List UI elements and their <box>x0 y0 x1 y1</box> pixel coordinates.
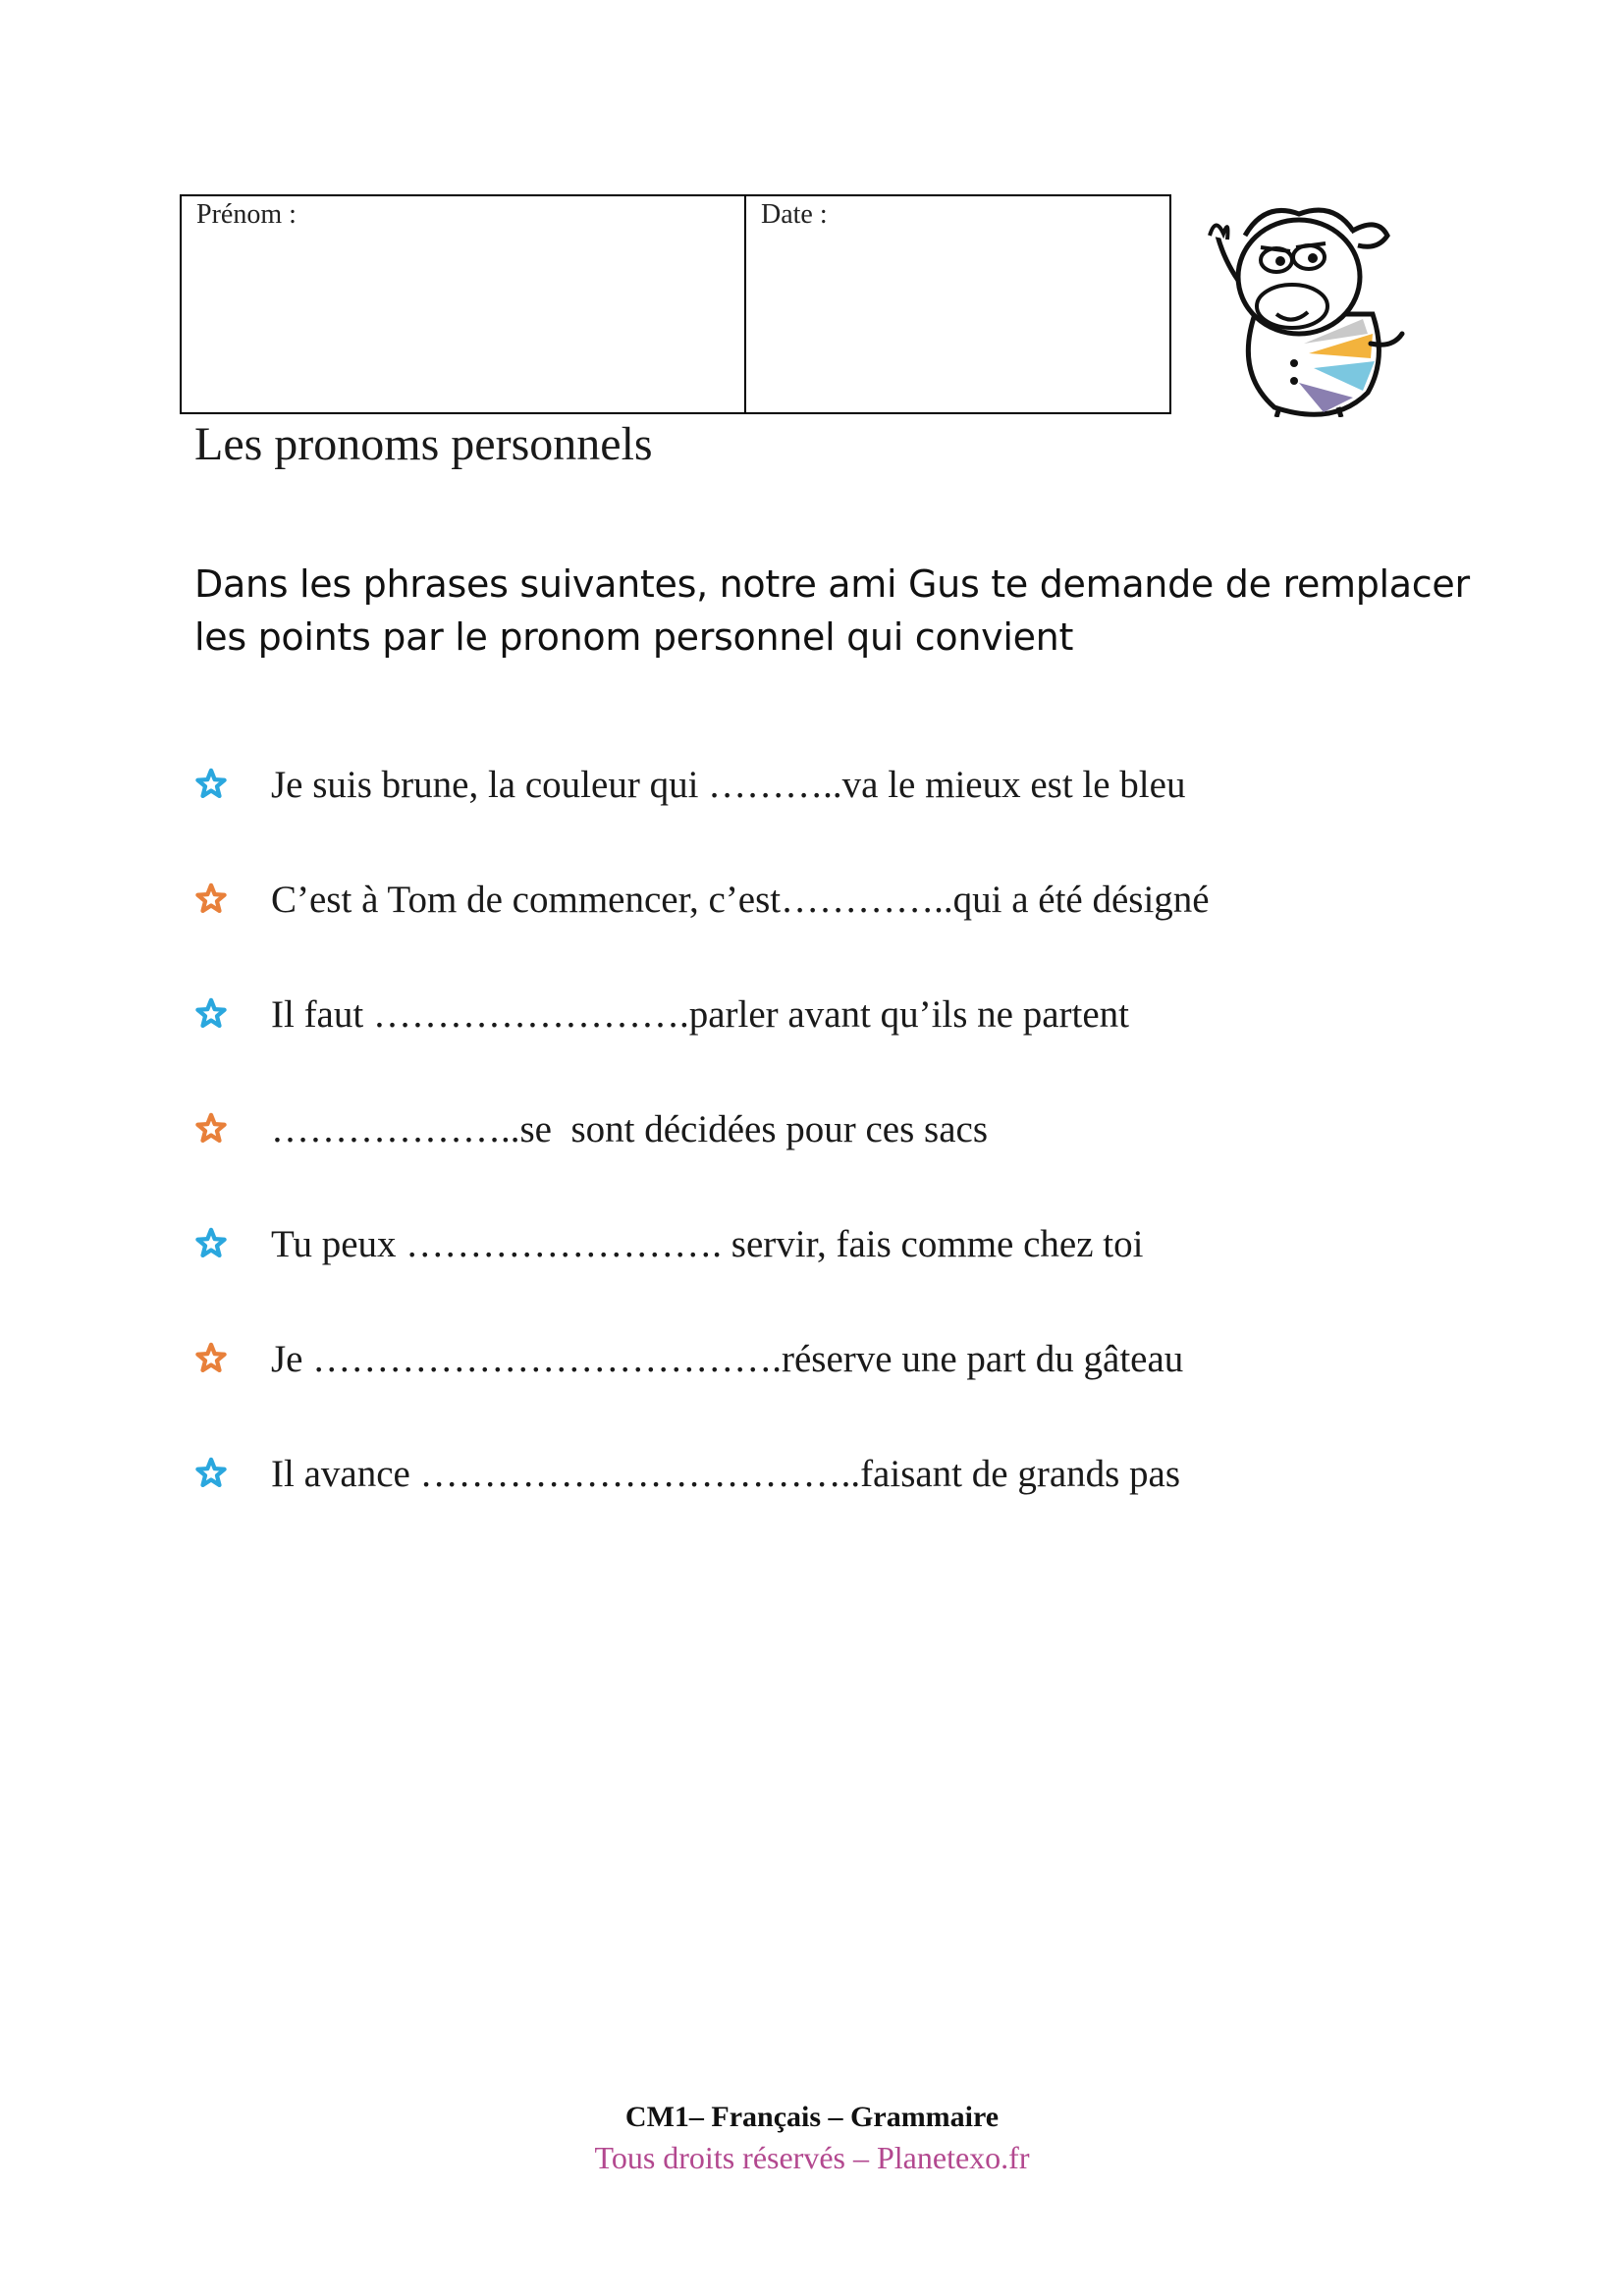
exercise-sentence[interactable]: Je ……………………………….réserve une part du gâteau <box>271 1338 1184 1380</box>
exercise-item <box>194 1443 1210 1558</box>
exercise-sentence[interactable]: Il avance ……………………………..faisant de grands pas <box>271 1453 1181 1495</box>
footer-copyright: Tous droits réservés – Planetexo.fr <box>594 2140 1030 2175</box>
exercise-item <box>194 1328 1210 1443</box>
exercise-item <box>194 869 1210 984</box>
orange-star-icon <box>194 1342 228 1375</box>
name-date-box <box>180 194 1171 414</box>
exercise-sentence[interactable]: Je suis brune, la couleur qui ………..va le mieux est le bleu <box>271 764 1186 806</box>
prenom-label: Prénom : <box>196 199 297 230</box>
instructions-text: Dans les phrases suivantes, notre ami Gus te demande de remplacer les points par le pronom personnel qui convient <box>194 562 1470 659</box>
footer-subject: CM1– Français – Grammaire <box>624 2101 1000 2133</box>
blue-star-icon <box>194 1457 228 1490</box>
orange-star-icon <box>194 882 228 916</box>
date-label: Date : <box>761 199 828 230</box>
exercise-item <box>194 984 1210 1098</box>
exercise-sentence[interactable]: Tu peux ……………………. servir, fais comme chez toi <box>271 1223 1144 1265</box>
blue-star-icon <box>194 997 228 1031</box>
orange-star-icon <box>194 1112 228 1146</box>
exercise-sentence[interactable]: C’est à Tom de commencer, c’est…………..qui a été désigné <box>271 879 1210 921</box>
blue-star-icon <box>194 768 228 801</box>
blue-star-icon <box>194 1227 228 1260</box>
exercise-list <box>194 754 1210 1558</box>
exercise-item <box>194 1213 1210 1328</box>
prenom-field[interactable] <box>182 196 746 412</box>
page-title: Les pronoms personnels <box>194 418 653 470</box>
exercise-item <box>194 754 1210 869</box>
date-field[interactable] <box>746 196 1169 412</box>
gus-mascot-illustration <box>1206 196 1412 417</box>
exercise-sentence[interactable]: Il faut …………………….parler avant qu’ils ne partent <box>271 993 1130 1036</box>
exercise-sentence[interactable]: ………………..se sont décidées pour ces sacs <box>271 1108 989 1150</box>
exercise-item <box>194 1098 1210 1213</box>
